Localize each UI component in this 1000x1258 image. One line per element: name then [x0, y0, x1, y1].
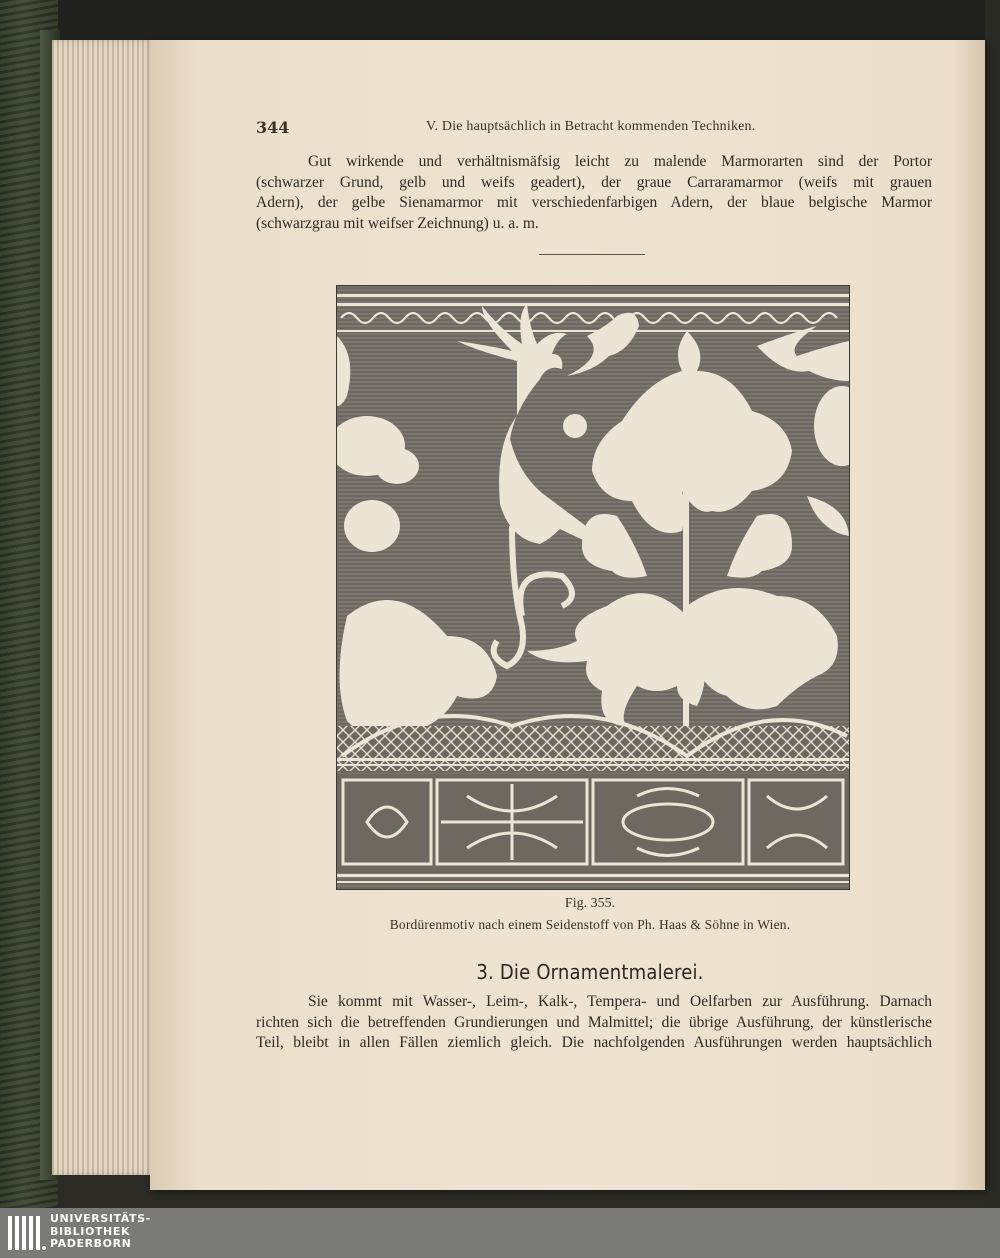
text-line: Sie kommt mit Wasser-, Leim-, Kalk-, Tempera- und Oelfarben zur Ausführung. Darnach	[308, 993, 932, 1010]
library-name	[50, 1213, 151, 1251]
library-footer	[0, 1208, 1000, 1258]
figure-number: Fig. 355.	[564, 896, 616, 911]
library-logo-icon	[6, 1212, 46, 1254]
library-name-line: BIBLIOTHEK	[50, 1224, 131, 1238]
text-line: richten sich die betreffenden Grundierungen und Malmittel; die übrige Ausführung, der künstlerische	[256, 1013, 932, 1031]
scan-background-right	[985, 0, 1000, 1208]
border-motif-engraving	[337, 286, 849, 889]
paragraph-ornament	[256, 992, 932, 1054]
library-name-line: UNIVERSITÄTS-	[50, 1212, 151, 1225]
section-divider	[539, 254, 645, 255]
library-name-line: PADERBORN	[50, 1237, 132, 1250]
text-line: Gut wirkende und verhältnismäfsig leicht zu malende Marmorarten sind der Portor	[308, 153, 932, 170]
section-heading: 3. Die Ornamentmalerei.	[476, 960, 704, 984]
text-line: Adern), der gelbe Sienamarmor mit verschiedenfarbigen Adern, der blaue belgische Marmor	[256, 194, 932, 211]
scan-background-top	[0, 0, 1000, 40]
text-line: (schwarzgrau mit weifser Zeichnung) u. a. m.	[256, 214, 539, 232]
text-line: (schwarzer Grund, gelb und weifs geadert), der graue Carraramarmor (weifs mit grauen	[256, 173, 932, 191]
figure-caption: Bordürenmotiv nach einem Seidenstoff von Ph. Haas & Söhne in Wien.	[389, 917, 791, 932]
page-number: 344	[256, 118, 290, 137]
text-line: Teil, bleibt in allen Fällen ziemlich gleich. Die nachfolgenden Ausführungen werden hauptsächlich	[256, 1034, 932, 1051]
running-title: V. Die hauptsächlich in Betracht kommenden Techniken.	[426, 119, 756, 134]
running-head	[256, 118, 930, 138]
paragraph-marble	[256, 152, 932, 234]
ornament-illustration	[336, 285, 850, 890]
